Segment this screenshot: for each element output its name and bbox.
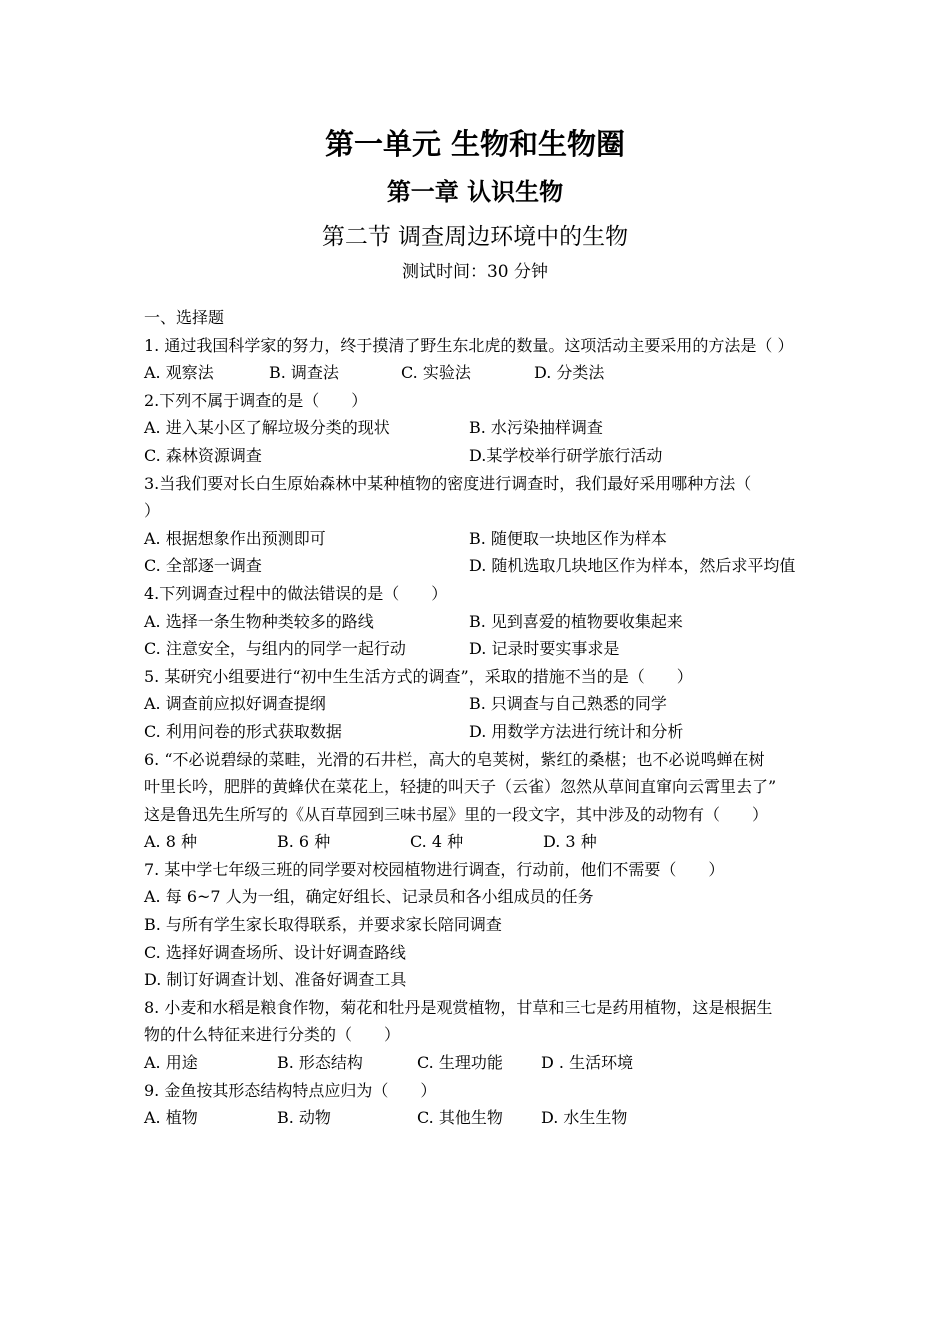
options-row [144, 828, 834, 856]
option: D.某学校举行研学旅行活动 [469, 445, 663, 465]
option: B. 调查法 [269, 363, 339, 383]
option: A. 8 种 [144, 832, 197, 852]
options-row [144, 414, 834, 442]
option: B. 只调查与自己熟悉的同学 [469, 694, 667, 714]
options-row [144, 359, 834, 387]
option: C. 实验法 [401, 363, 471, 383]
question-stem: 5. 某研究小组要进行“初中生生活方式的调查”，采取的措施不当的是（ ） [144, 666, 693, 686]
question-list [144, 304, 834, 1132]
options-row [144, 718, 834, 746]
question-stem: 6. “不必说碧绿的菜畦，光滑的石井栏，高大的皂荚树，紫红的桑椹；也不必说鸣蝉在树 [144, 749, 765, 769]
options-row [144, 608, 834, 636]
question-stem: 这是鲁迅先生所写的《从百草园到三味书屋》里的一段文字，其中涉及的动物有（ ） [144, 804, 769, 824]
question-stem: 叶里长吟，肥胖的黄蜂伏在菜花上，轻捷的叫天子（云雀）忽然从草间直窜向云霄里去了” [144, 777, 777, 797]
question-stem: 2.下列不属于调查的是（ ） [144, 390, 368, 410]
option: C. 选择好调查场所、设计好调查路线 [144, 942, 406, 962]
unit-title: 第一单元 生物和生物圈 [324, 127, 626, 161]
option: D. 随机选取几块地区作为样本，然后求平均值 [469, 556, 796, 576]
question-stem: 8. 小麦和水稻是粮食作物，菊花和牡丹是观赏植物，甘草和三七是药用植物，这是根据生 [144, 997, 773, 1017]
option: B. 水污染抽样调查 [469, 418, 603, 438]
question-stem: 9. 金鱼按其形态结构特点应归为（ ） [144, 1080, 437, 1100]
option: A. 植物 [144, 1108, 198, 1128]
option: A. 观察法 [144, 363, 214, 383]
option: C. 生理功能 [417, 1053, 503, 1073]
option: D. 制订好调查计划、准备好调查工具 [144, 970, 407, 990]
question-stem: ） [144, 501, 161, 521]
option: C. 4 种 [410, 832, 464, 852]
options-row [144, 525, 834, 553]
option: C. 全部逐一调查 [144, 556, 262, 576]
options-row [144, 442, 834, 470]
option: A. 进入某小区了解垃圾分类的现状 [144, 418, 390, 438]
question-stem: 7. 某中学七年级三班的同学要对校园植物进行调查，行动前，他们不需要（ ） [144, 859, 725, 879]
option: B. 动物 [277, 1108, 331, 1128]
option: D. 分类法 [534, 363, 605, 383]
question-stem: 1. 通过我国科学家的努力，终于摸清了野生东北虎的数量。这项活动主要采用的方法是（ ） [144, 335, 794, 355]
options-row [144, 1104, 834, 1132]
option: A. 选择一条生物种类较多的路线 [144, 611, 374, 631]
options-row [144, 552, 834, 580]
option: C. 森林资源调查 [144, 445, 262, 465]
option: D. 水生生物 [541, 1108, 628, 1128]
option: B. 随便取一块地区作为样本 [469, 528, 667, 548]
options-row [144, 690, 834, 718]
section-title: 第二节 调查周边环境中的生物 [321, 224, 629, 250]
options-row [144, 1049, 834, 1077]
option: A. 用途 [144, 1053, 198, 1073]
option: D . 生活环境 [541, 1053, 634, 1073]
option: B. 与所有学生家长取得联系，并要求家长陪同调查 [144, 915, 502, 935]
option: C. 利用问卷的形式获取数据 [144, 721, 342, 741]
option: A. 每 6~7 人为一组，确定好组长、记录员和各小组成员的任务 [144, 887, 594, 907]
option: A. 根据想象作出预测即可 [144, 528, 326, 548]
option: A. 调查前应拟好调查提纲 [144, 694, 326, 714]
option: D. 3 种 [543, 832, 597, 852]
question-stem: 3.当我们要对长白生原始森林中某种植物的密度进行调查时，我们最好采用哪种方法（ [144, 473, 752, 493]
option: C. 注意安全，与组内的同学一起行动 [144, 639, 406, 659]
test-time: 测试时间：30 分钟 [401, 262, 549, 282]
part-heading: 一、选择题 [144, 308, 225, 327]
option: B. 形态结构 [277, 1053, 363, 1073]
question-stem: 4.下列调查过程中的做法错误的是（ ） [144, 583, 448, 603]
chapter-title: 第一章 认识生物 [386, 178, 564, 206]
option: D. 用数学方法进行统计和分析 [469, 721, 684, 741]
options-row [144, 635, 834, 663]
option: C. 其他生物 [417, 1108, 503, 1128]
option: B. 见到喜爱的植物要收集起来 [469, 611, 683, 631]
option: B. 6 种 [277, 832, 331, 852]
option: D. 记录时要实事求是 [469, 639, 620, 659]
question-stem: 物的什么特征来进行分类的（ ） [144, 1025, 401, 1045]
